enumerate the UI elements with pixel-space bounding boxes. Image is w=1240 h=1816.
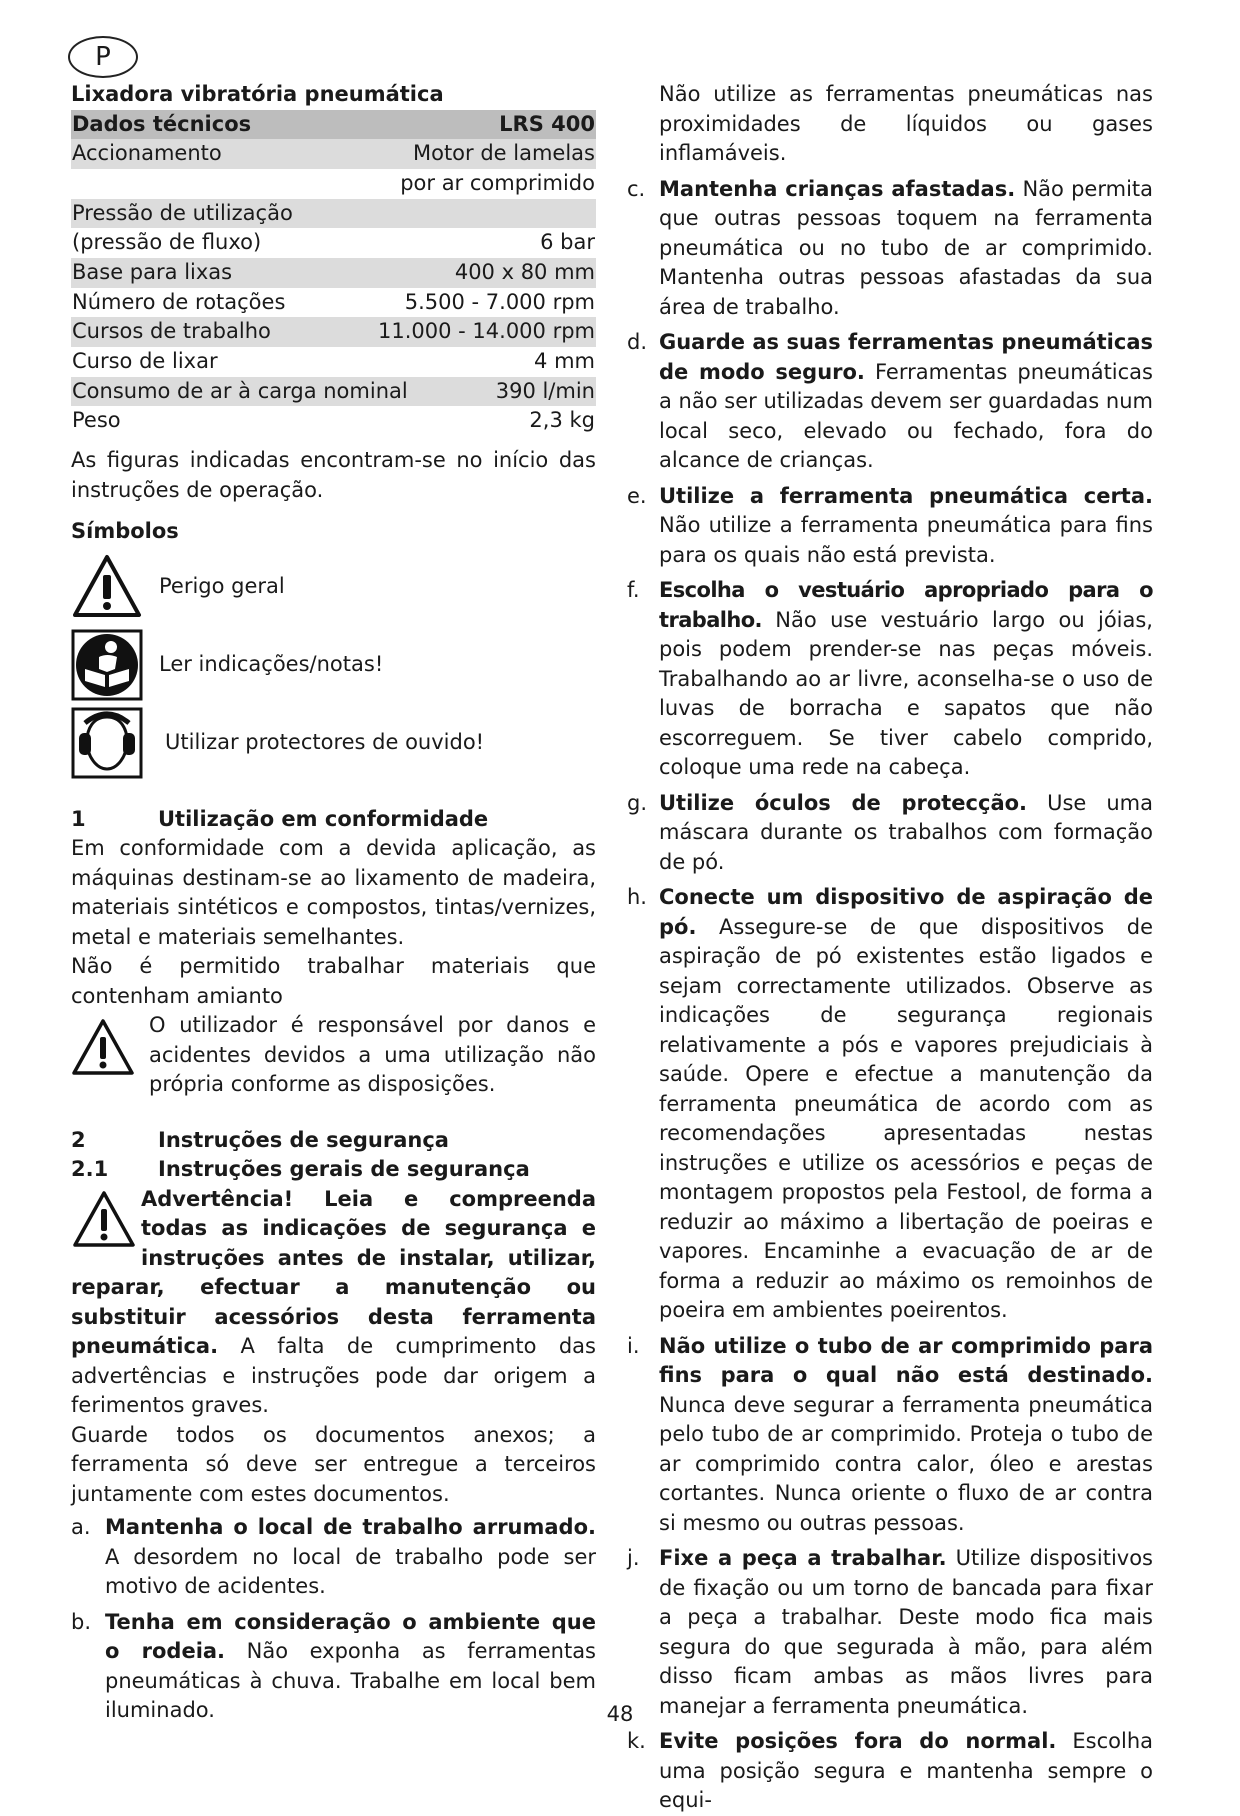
warning-bold-text: Advertência! Leia e compreenda todas as indicações de segurança e instruções antes de instalar, utilizar, reparar, efectuar a manutenção ou substituir acessórios desta ferramenta pneumática. <box>71 1186 596 1359</box>
list-content <box>659 175 1153 323</box>
left-column <box>71 80 596 1726</box>
warning-text: A falta de cumprimento das advertências e instruções pode dar origem a ferimentos graves. <box>71 1334 596 1418</box>
table-row <box>71 377 596 407</box>
symbols-heading: Símbolos <box>71 519 179 544</box>
list-text: Ferramentas pneumáticas a não ser utilizadas devem ser guardadas num local seco, elevado ou fechado, fora do alcance de crianças. <box>659 359 1153 472</box>
list-item <box>627 175 1153 323</box>
list-bold: Utilize óculos de protecção. <box>659 790 1028 815</box>
table-cell: 11.000 - 14.000 rpm <box>378 319 595 344</box>
symbol-label: Utilizar protectores de ouvido! <box>165 729 485 754</box>
list-marker: i. <box>627 1333 640 1358</box>
list-bold: Guarde as suas ferramentas pneumáticas de modo seguro. <box>659 330 1153 384</box>
list-marker: d. <box>627 330 648 354</box>
keep-documents-note: Guarde todos os documentos anexos; a ferramenta só deve ser entregue a terceiros juntamente com estes documentos. <box>71 1422 596 1506</box>
table-row <box>71 288 596 318</box>
list-marker: e. <box>627 483 647 508</box>
section-2-1-heading <box>71 1155 596 1185</box>
warning-triangle-icon <box>71 1015 135 1085</box>
table-cell: 5.500 - 7.000 rpm <box>404 289 595 314</box>
warning-triangle-icon <box>71 551 143 623</box>
table-cell: Accionamento <box>72 141 222 166</box>
list-content <box>659 328 1153 476</box>
list-text: Não exponha as ferramentas pneumáticas à chuva. Trabalhe em local bem iluminado. <box>105 1639 596 1723</box>
list-content <box>659 1544 1153 1721</box>
list-marker: g. <box>627 790 648 815</box>
table-cell: (pressão de fluxo) <box>72 230 262 255</box>
continued-text: Não utilize as ferramentas pneumáticas nas proximidades de líquidos ou gases inflamáveis. <box>659 82 1153 165</box>
list-bold: Não utilize o tubo de ar comprimido para fins para o qual não está destinado. <box>659 1333 1153 1387</box>
table-row <box>71 199 596 229</box>
list-bold: Conecte um dispositivo de aspiração de pó. <box>659 885 1153 939</box>
list-bold: Fixe a peça a trabalhar. <box>659 1546 947 1570</box>
table-header-label: Dados técnicos <box>72 111 252 136</box>
list-marker: j. <box>627 1546 640 1570</box>
table-row <box>71 258 596 288</box>
symbol-row <box>71 629 596 701</box>
list-content <box>659 883 1153 1326</box>
list-bold: Tenha em consideração o ambiente que o rodeia. <box>105 1609 596 1664</box>
responsibility-warning <box>71 1011 596 1100</box>
list-bold: Escolha o vestuário apropriado para o trabalho. <box>659 578 1153 632</box>
list-item <box>627 482 1153 571</box>
list-text: Utilize dispositivos de fixação ou um torno de bancada para fixar a peça a trabalhar. Deste modo fica mais segura do que segurada à mão, para além disso ficam ambas as mãos livres para manejar a ferramenta pneumática. <box>659 1546 1153 1718</box>
list-item <box>627 1332 1153 1539</box>
list-text: Não permita que outras pessoas toquem na ferramenta pneumática ou no tubo de ar comprimido. Mantenha outras pessoas afastadas da sua área de trabalho. <box>659 176 1154 319</box>
table-row <box>71 228 596 258</box>
table-cell: Peso <box>72 408 121 433</box>
section-title: Instruções gerais de segurança <box>158 1157 530 1182</box>
section-2-heading <box>71 1126 596 1156</box>
list-content <box>659 1332 1153 1539</box>
figures-note: As figuras indicadas encontram-se no início das instruções de operação. <box>71 448 596 502</box>
list-marker: b. <box>71 1609 92 1634</box>
table-row <box>71 406 596 436</box>
list-text: Nunca deve segurar a ferramenta pneumática pelo tubo de ar comprimido. Proteja o tubo de ar comprimido contra calor, óleo e arestas cortantes. Nunca oriente o fluxo de ar contra si mesmo ou outras pessoas. <box>659 1392 1153 1535</box>
general-warning <box>71 1185 596 1421</box>
list-text: Escolha uma posição segura e mantenha sempre o equi- <box>659 1729 1153 1812</box>
list-item <box>627 1727 1153 1816</box>
product-title: Lixadora vibratória pneumática <box>71 82 444 106</box>
table-cell: 2,3 kg <box>529 408 595 433</box>
list-marker: k. <box>627 1729 646 1753</box>
section-title: Utilização em conformidade <box>158 806 489 831</box>
list-text: Assegure-se de que dispositivos de aspiração de pó existentes estão ligados e sejam correctamente utilizados. Observe as indicações de segurança regionais relativamente a pós e vapores prejudiciais à saúde. Opere e efectue a manutenção da ferramenta pneumática de acordo com as recomendações apresentadas nestas instruções e utilize os acessórios e peças de montagem propostos pela Festool, de forma a reduzir ao máximo a libertação de poeiras e vapores. Encaminhe a evacuação de ar de forma a reduzir ao máximo os remoinhos de poeira em ambientes poeirentos. <box>659 914 1153 1322</box>
list-bold: Utilize a ferramenta pneumática certa. <box>659 483 1153 508</box>
table-cell: Curso de lixar <box>72 349 218 373</box>
table-header <box>71 110 596 140</box>
section-number: 1 <box>71 806 86 831</box>
list-text: Não use vestuário largo ou jóias, pois podem prender-se nas peças móveis. Trabalhando ao ar livre, aconselha-se o uso de luvas de borracha e sapatos que não escorreguem. Se tiver cabelo comprido, coloque uma rede na cabeça. <box>659 607 1153 779</box>
table-cell: 390 l/min <box>495 378 595 403</box>
list-content <box>659 789 1153 878</box>
list-item <box>627 328 1153 476</box>
table-cell: Número de rotações <box>72 289 286 314</box>
list-marker: c. <box>627 176 646 201</box>
table-cell: 4 mm <box>534 349 595 373</box>
list-item <box>627 576 1153 783</box>
language-badge: P <box>68 36 138 78</box>
list-marker: a. <box>71 1515 91 1540</box>
list-item <box>71 1513 596 1602</box>
table-cell: Base para lixas <box>72 259 233 284</box>
section-number: 2.1 <box>71 1157 109 1182</box>
section-1-paragraph: Em conformidade com a devida aplicação, as máquinas destinam-se ao lixamento de madeira, materiais sintéticos e compostos, tintas/vernizes, metal e materiais semelhantes. <box>71 836 596 949</box>
list-content <box>659 1727 1153 1816</box>
table-cell: Consumo de ar à carga nominal <box>72 378 408 403</box>
page-number: 48 <box>606 1702 634 1726</box>
list-text: Não utilize a ferramenta pneumática para fins para os quais não está prevista. <box>659 513 1153 567</box>
list-bold: Mantenha o local de trabalho arrumado. <box>105 1515 596 1540</box>
list-text: Use uma máscara durante os trabalhos com formação de pó. <box>659 790 1153 874</box>
warning-triangle-icon <box>71 1185 137 1255</box>
table-row <box>71 169 596 199</box>
section-1-heading <box>71 805 596 835</box>
tech-data-table <box>71 110 596 437</box>
list-content <box>659 482 1153 571</box>
table-header-model: LRS 400 <box>499 111 595 136</box>
list-marker: h. <box>627 885 647 909</box>
symbol-label: Perigo geral <box>159 573 285 598</box>
table-cell: por ar comprimido <box>400 170 595 195</box>
table-row <box>71 347 596 377</box>
right-column <box>627 80 1153 1816</box>
list-content <box>105 1513 596 1602</box>
table-cell: Motor de lamelas <box>412 141 595 166</box>
list-text: A desordem no local de trabalho pode ser motivo de acidentes. <box>105 1544 596 1599</box>
ear-protection-icon <box>71 707 143 779</box>
table-cell: Cursos de trabalho <box>72 319 271 344</box>
list-item <box>627 789 1153 878</box>
table-cell: 6 bar <box>540 230 595 255</box>
list-item <box>627 1544 1153 1721</box>
list-bold: Mantenha crianças afastadas. <box>659 176 1016 201</box>
table-row <box>71 139 596 169</box>
list-item <box>627 883 1153 1326</box>
list-marker: f. <box>627 578 640 602</box>
list-bold: Evite posições fora do normal. <box>659 1729 1057 1753</box>
table-row <box>71 317 596 347</box>
warning-text: O utilizador é responsável por danos e acidentes devidos a uma utilização não própria conforme as disposições. <box>149 1013 596 1097</box>
symbol-label: Ler indicações/notas! <box>159 651 384 676</box>
section-number: 2 <box>71 1127 86 1152</box>
list-content <box>659 576 1153 783</box>
symbol-row <box>71 551 596 623</box>
section-1-asbestos-note: Não é permitido trabalhar materiais que contenham amianto <box>71 954 596 1008</box>
symbol-row <box>71 707 596 779</box>
section-title: Instruções de segurança <box>158 1127 449 1152</box>
table-cell: 400 x 80 mm <box>454 259 595 284</box>
read-manual-icon <box>71 629 143 701</box>
table-cell: Pressão de utilização <box>72 200 293 225</box>
